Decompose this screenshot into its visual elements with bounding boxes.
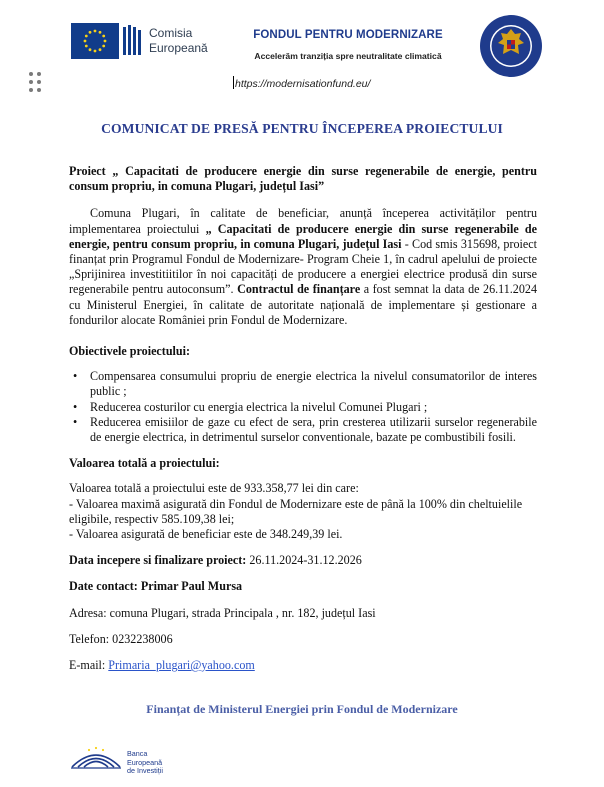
- european-commission-logo: [71, 17, 239, 67]
- contact-label: Date contact: Primar Paul Mursa: [69, 579, 243, 594]
- value-line: - Valoarea asigurată de beneficiar este de 348.249,39 lei.: [69, 527, 343, 542]
- intro-project-name: „ Capacitati de producere energie din surse regenerabile de energie, pentru consum propriu, in comuna Plugari, județul Iasi: [69, 221, 538, 251]
- project-dates: [69, 553, 537, 568]
- ec-logo-line-2: Europeană: [149, 41, 208, 55]
- objectives-list: [69, 369, 537, 445]
- eib-logo-text: [127, 750, 179, 776]
- intro-paragraph: [69, 206, 537, 328]
- eu-flag-icon: [71, 23, 119, 59]
- intro-text-2: - Cod smis 315698, proiect finanțat prin Programul Fondul de Modernizare- Program Cheie 1, în cadrul apelului de proiecte „Sprijinirea investitiitilor în noi capacități de producere a energiei electrice produsă din surse regenerabile pentru autoconsum”.: [69, 236, 537, 297]
- objective-item: • Reducerea costurilor cu energia electrica la nivelul Comunei Plugari ;: [69, 400, 537, 415]
- dates-value: 26.11.2024-31.12.2026: [246, 553, 362, 568]
- value-line: - Valoarea maximă asigurată din Fondul de Modernizare este de până la 100% din cheltuielile eligibile, respectiv 585.109,38 lei;: [69, 496, 523, 526]
- eib-emblem-icon: [69, 745, 123, 771]
- contact-email: [69, 658, 537, 673]
- email-label: E-mail:: [69, 658, 109, 673]
- objectives-heading: Obiectivele proiectului:: [69, 344, 191, 359]
- website-url-text: https://modernisationfund.eu/: [235, 78, 371, 90]
- contact-address: Adresa: comuna Plugari, strada Principala , nr. 182, județul Iasi: [69, 605, 376, 620]
- website-url[interactable]: [233, 76, 370, 90]
- objective-item: • Compensarea consumului propriu de energie electrica la nivelul consumatorilor de interes public ;: [69, 369, 537, 399]
- document-body: [69, 164, 537, 673]
- press-release-title: COMUNICAT DE PRESĂ PENTRU ÎNCEPEREA PROIECTULUI: [101, 121, 503, 136]
- contact-phone: Telefon: 0232238006: [69, 631, 173, 646]
- intro-contract-label: Contractul de finanțare: [237, 282, 361, 297]
- ec-logo-text: [149, 26, 208, 56]
- drag-handle-icon[interactable]: [29, 72, 43, 94]
- objective-item: • Reducerea emisiilor de gaze cu efect de sera, prin cresterea utilizarii surselor regenerabile de energie electrica, in detrimentul surselor conventionale, bazate pe combustibili fosili.: [69, 415, 537, 445]
- eib-logo: [69, 745, 179, 776]
- document-header: [0, 0, 604, 100]
- intro-text-3: a fost semnat la data de 26.11.2024 cu Ministerul Energiei, în calitate de autoritate națională de implementare și gestionare a fondurilor alocate României prin Fondul de Modernizare.: [69, 282, 537, 327]
- email-link[interactable]: Primaria_plugari@yahoo.com: [108, 658, 255, 673]
- fund-subtitle: Accelerăm tranziția spre neutralitate climatică: [254, 51, 442, 61]
- contact-heading: [69, 579, 537, 594]
- romanian-government-seal-icon: [479, 14, 543, 78]
- project-heading: Proiect „ Capacitati de producere energie din surse regenerabile de energie, pentru consum propriu, in comuna Plugari, județul Iasi”: [69, 164, 537, 194]
- eib-line-1: Banca Europeană: [127, 749, 163, 767]
- value-details: [69, 481, 537, 542]
- ec-building-icon: [121, 23, 143, 59]
- value-heading: Valoarea totală a proiectului:: [69, 456, 220, 471]
- ec-logo-line-1: Comisia: [149, 26, 193, 40]
- funded-by-note: Finanțat de Ministerul Energiei prin Fondul de Modernizare: [146, 702, 458, 716]
- fund-title: FONDUL PENTRU MODERNIZARE: [253, 29, 443, 41]
- eib-line-2: de Investiții: [127, 766, 163, 776]
- text-cursor: [233, 76, 234, 89]
- dates-label: Data incepere si finalizare proiect:: [69, 553, 247, 568]
- intro-text-1: Comuna Plugari, în calitate de beneficiar, anunță începerea activităților pentru implementarea proiectului: [69, 206, 537, 236]
- value-line: Valoarea totală a proiectului este de 933.358,77 lei din care:: [69, 481, 359, 496]
